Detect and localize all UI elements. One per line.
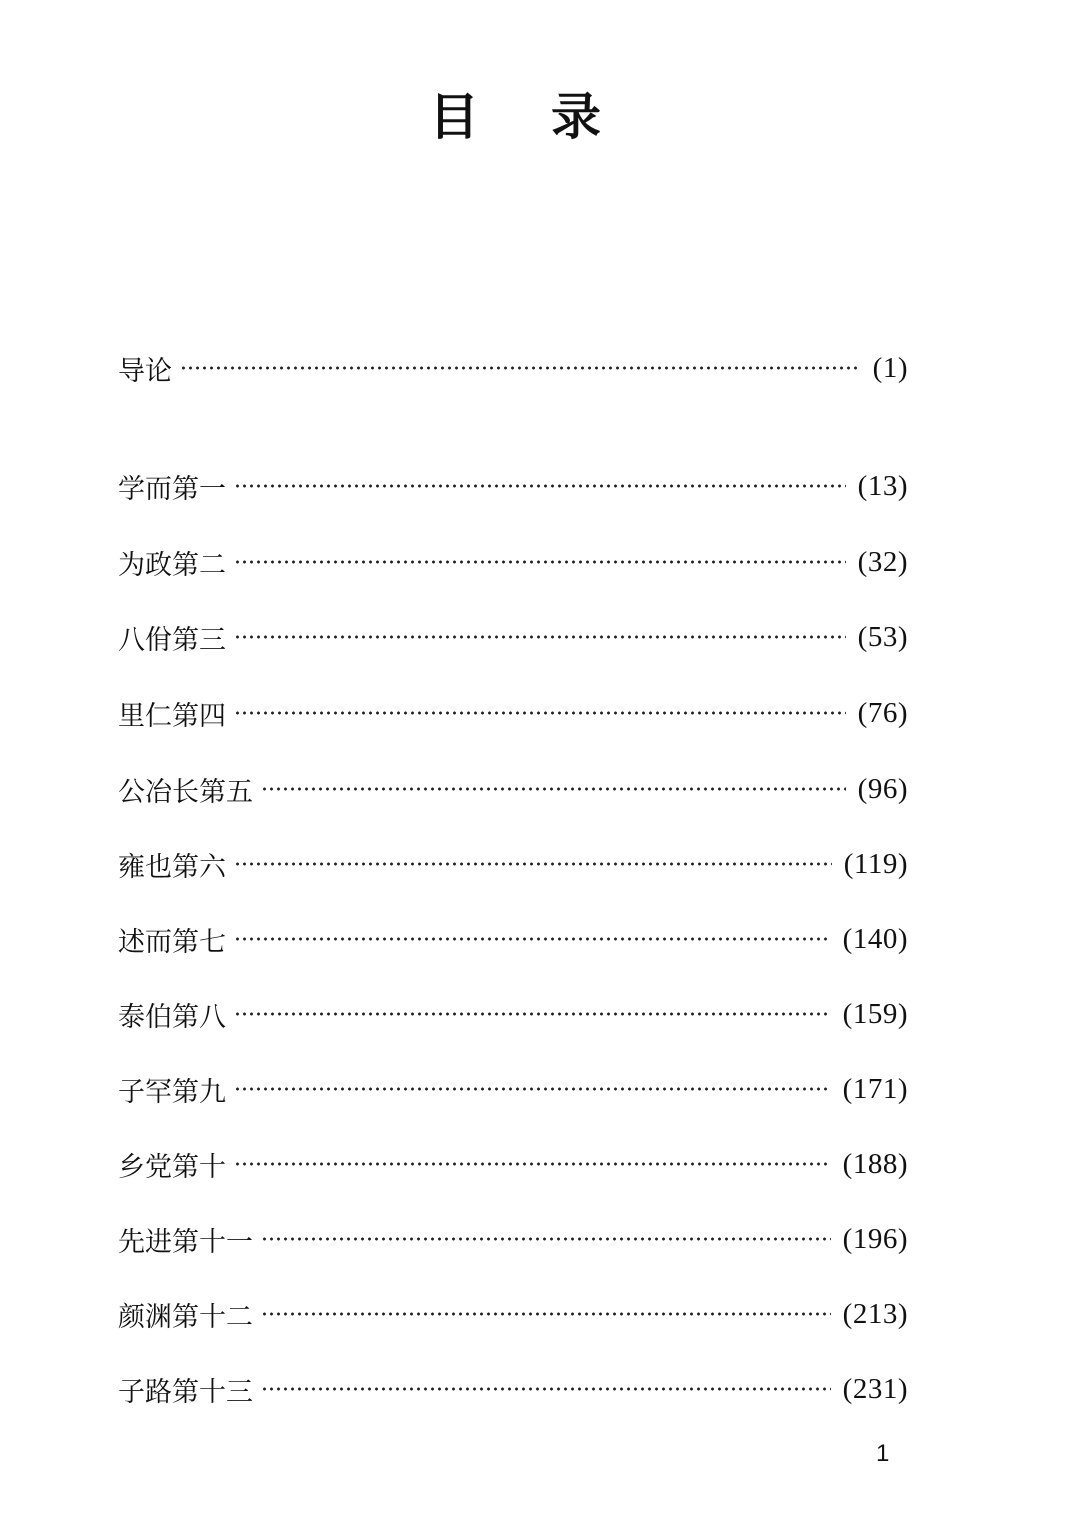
toc-entry[interactable] [118, 346, 908, 390]
toc-entry-page: (32) [857, 545, 908, 578]
toc-entry[interactable] [118, 842, 908, 886]
toc-entry-page: (159) [842, 997, 908, 1030]
dot-leader [180, 366, 861, 370]
toc-entry-page: (119) [843, 847, 908, 880]
toc-entry[interactable] [118, 540, 908, 584]
toc-entry[interactable] [118, 464, 908, 508]
page-number: 1 [876, 1440, 890, 1467]
toc-entry-page: (188) [842, 1147, 908, 1180]
page-title [0, 78, 1030, 148]
dot-leader [261, 1237, 831, 1241]
toc-entry-title: 导论 [118, 355, 172, 387]
toc-entry-title: 为政第二 [118, 549, 226, 581]
toc-entry[interactable] [118, 691, 908, 735]
toc-entry-title: 学而第一 [118, 473, 226, 505]
toc-entry-title: 颜渊第十二 [118, 1301, 253, 1333]
toc-entry-title: 子路第十三 [118, 1376, 253, 1408]
toc-entry[interactable] [118, 767, 908, 811]
toc-entry-title: 述而第七 [118, 926, 226, 958]
toc-entry-page: (1) [872, 351, 908, 384]
toc-entry[interactable] [118, 1142, 908, 1186]
dot-leader [234, 862, 832, 866]
dot-leader [234, 711, 846, 715]
dot-leader [234, 560, 846, 564]
page-title-char: 录 [551, 88, 601, 146]
toc-entry-title: 雍也第六 [118, 851, 226, 883]
dot-leader [234, 1162, 831, 1166]
toc-entry[interactable] [118, 615, 908, 659]
toc-entry-page: (96) [857, 772, 908, 805]
toc-entry-page: (213) [842, 1297, 908, 1330]
dot-leader [261, 1387, 831, 1391]
dot-leader [234, 1087, 831, 1091]
toc-entry-title: 八佾第三 [118, 624, 226, 656]
toc-entry-title: 乡党第十 [118, 1151, 226, 1183]
dot-leader [234, 635, 846, 639]
dot-leader [234, 484, 846, 488]
toc-entry-title: 子罕第九 [118, 1076, 226, 1108]
toc-entry-page: (53) [857, 620, 908, 653]
toc-entry[interactable] [118, 1217, 908, 1261]
toc-entry-title: 先进第十一 [118, 1226, 253, 1258]
page-title-char: 目 [429, 88, 479, 146]
toc-entry-page: (231) [842, 1372, 908, 1405]
toc-entry[interactable] [118, 917, 908, 961]
toc-entry[interactable] [118, 1067, 908, 1111]
toc-entry-title: 泰伯第八 [118, 1001, 226, 1033]
toc-entry[interactable] [118, 992, 908, 1036]
toc-entry-page: (13) [857, 469, 908, 502]
toc-entry-page: (76) [857, 696, 908, 729]
toc-entry-title: 里仁第四 [118, 700, 226, 732]
toc-entry-title: 公冶长第五 [118, 776, 253, 808]
dot-leader [261, 787, 846, 791]
toc-entry-page: (171) [842, 1072, 908, 1105]
toc-entry[interactable] [118, 1367, 908, 1411]
toc-entry[interactable] [118, 1292, 908, 1336]
toc-entry-page: (140) [842, 922, 908, 955]
dot-leader [234, 1012, 831, 1016]
dot-leader [234, 937, 831, 941]
dot-leader [261, 1312, 831, 1316]
toc-entry-page: (196) [842, 1222, 908, 1255]
